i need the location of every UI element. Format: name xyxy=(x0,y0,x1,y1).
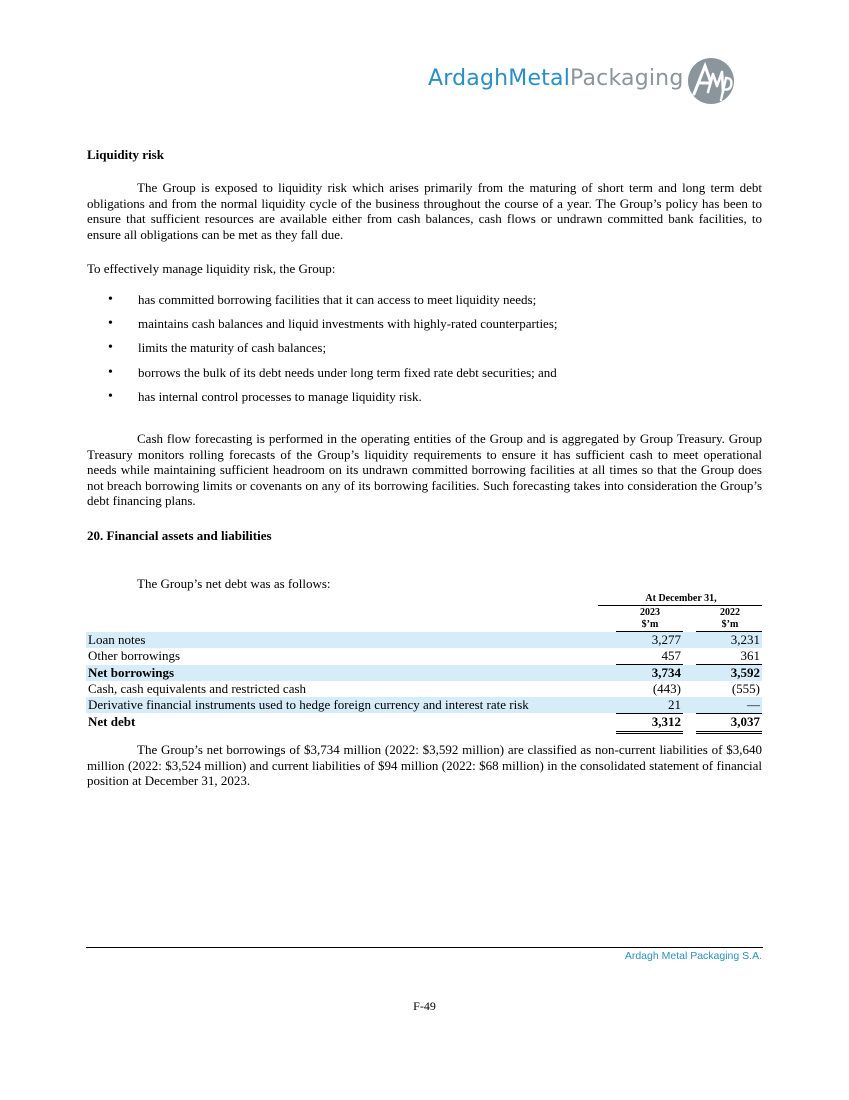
list-item: • limits the maturity of cash balances; xyxy=(108,340,558,364)
footer-rule xyxy=(86,947,763,948)
double-rule-2023-b xyxy=(616,733,683,734)
value-2023: 3,277 xyxy=(651,632,681,647)
logo-wordmark: ArdaghMetalPackaging xyxy=(428,66,684,91)
list-item: • has internal control processes to manage liquidity risk. xyxy=(108,389,558,413)
net-debt-intro: The Group’s net debt was as follows: xyxy=(137,576,331,591)
double-rule-2022-b xyxy=(696,733,762,734)
net-borrowings-paragraph: The Group’s net borrowings of $3,734 million (2022: $3,592 million) are classified as non-current liabilities of $3,640 million (2022: $3,524 million) and current liabilities of $94 million (2022: $68 million) in the consolidated statement of financial position at December 31, 2023. xyxy=(87,742,762,788)
amp-logo-icon xyxy=(686,56,736,106)
row-label: Derivative financial instruments used to hedge foreign currency and interest rate risk xyxy=(88,697,529,712)
row-label: Net debt xyxy=(88,714,136,729)
table-row xyxy=(86,714,762,730)
company-logo xyxy=(428,56,748,106)
table-row xyxy=(86,648,762,664)
value-2023: 21 xyxy=(668,697,681,712)
section-heading-liquidity-risk: Liquidity risk xyxy=(87,147,164,162)
double-rule-2022-a xyxy=(696,731,762,732)
row-label: Loan notes xyxy=(88,632,146,647)
list-item: • borrows the bulk of its debt needs under long term fixed rate debt securities; and xyxy=(108,365,558,389)
column-header-2022-unit: $’m xyxy=(721,619,739,630)
liquidity-paragraph-1: The Group is exposed to liquidity risk which arises primarily from the maturing of short term and long term debt obligations and from the normal liquidity cycle of the business throughout the course of a year. The Group’s policy has been to ensure that sufficient resources are available either from cash balances, cash flows or undrawn committed bank facilities, to ensure all obligations can be met as they fall due. xyxy=(87,180,762,242)
double-rule-2023-a xyxy=(616,731,683,732)
page-number: F-49 xyxy=(413,999,436,1013)
value-2022: 3,037 xyxy=(730,714,760,729)
value-2022: (555) xyxy=(731,681,760,696)
table-header-rule xyxy=(598,605,762,606)
value-2023: (443) xyxy=(652,681,681,696)
liquidity-paragraph-2: Cash flow forecasting is performed in the operating entities of the Group and is aggregated by Group Treasury. Group Treasury monitors rolling forecasts of the Group’s liquidity requirements to ensure it has sufficient cash to meet operational needs while maintaining sufficient headroom on its undrawn committed borrowing facilities at all times so that the Group does not breach borrowing limits or covenants on any of its borrowing facilities. Such forecasting takes into consideration the Group’s debt financing plans. xyxy=(87,431,762,508)
table-row xyxy=(86,665,762,681)
column-header-2023-year: 2023 xyxy=(640,607,660,618)
liquidity-bullet-list xyxy=(108,292,558,413)
row-label: Other borrowings xyxy=(88,648,181,663)
list-item: • has committed borrowing facilities that it can access to meet liquidity needs; xyxy=(108,292,558,316)
row-label: Cash, cash equivalents and restricted cash xyxy=(88,681,307,696)
footer-company-name: Ardagh Metal Packaging S.A. xyxy=(624,950,762,962)
column-header-2023-unit: $’m xyxy=(641,619,659,630)
table-row xyxy=(86,697,762,713)
table-group-header: At December 31, xyxy=(645,593,717,604)
value-2023: 3,312 xyxy=(651,714,681,729)
liquidity-intro: To effectively manage liquidity risk, the Group: xyxy=(87,261,336,276)
column-header-2022-year: 2022 xyxy=(720,607,740,618)
value-2022: 361 xyxy=(740,648,760,663)
value-2022: — xyxy=(747,697,760,712)
row-label: Net borrowings xyxy=(88,665,175,680)
value-2023: 3,734 xyxy=(651,665,681,680)
value-2023: 457 xyxy=(661,648,681,663)
table-row xyxy=(86,681,762,697)
value-2022: 3,231 xyxy=(730,632,760,647)
section-heading-20: 20. Financial assets and liabilities xyxy=(87,528,272,543)
value-2022: 3,592 xyxy=(730,665,760,680)
table-row xyxy=(86,632,762,648)
list-item: • maintains cash balances and liquid investments with highly-rated counterparties; xyxy=(108,316,558,340)
